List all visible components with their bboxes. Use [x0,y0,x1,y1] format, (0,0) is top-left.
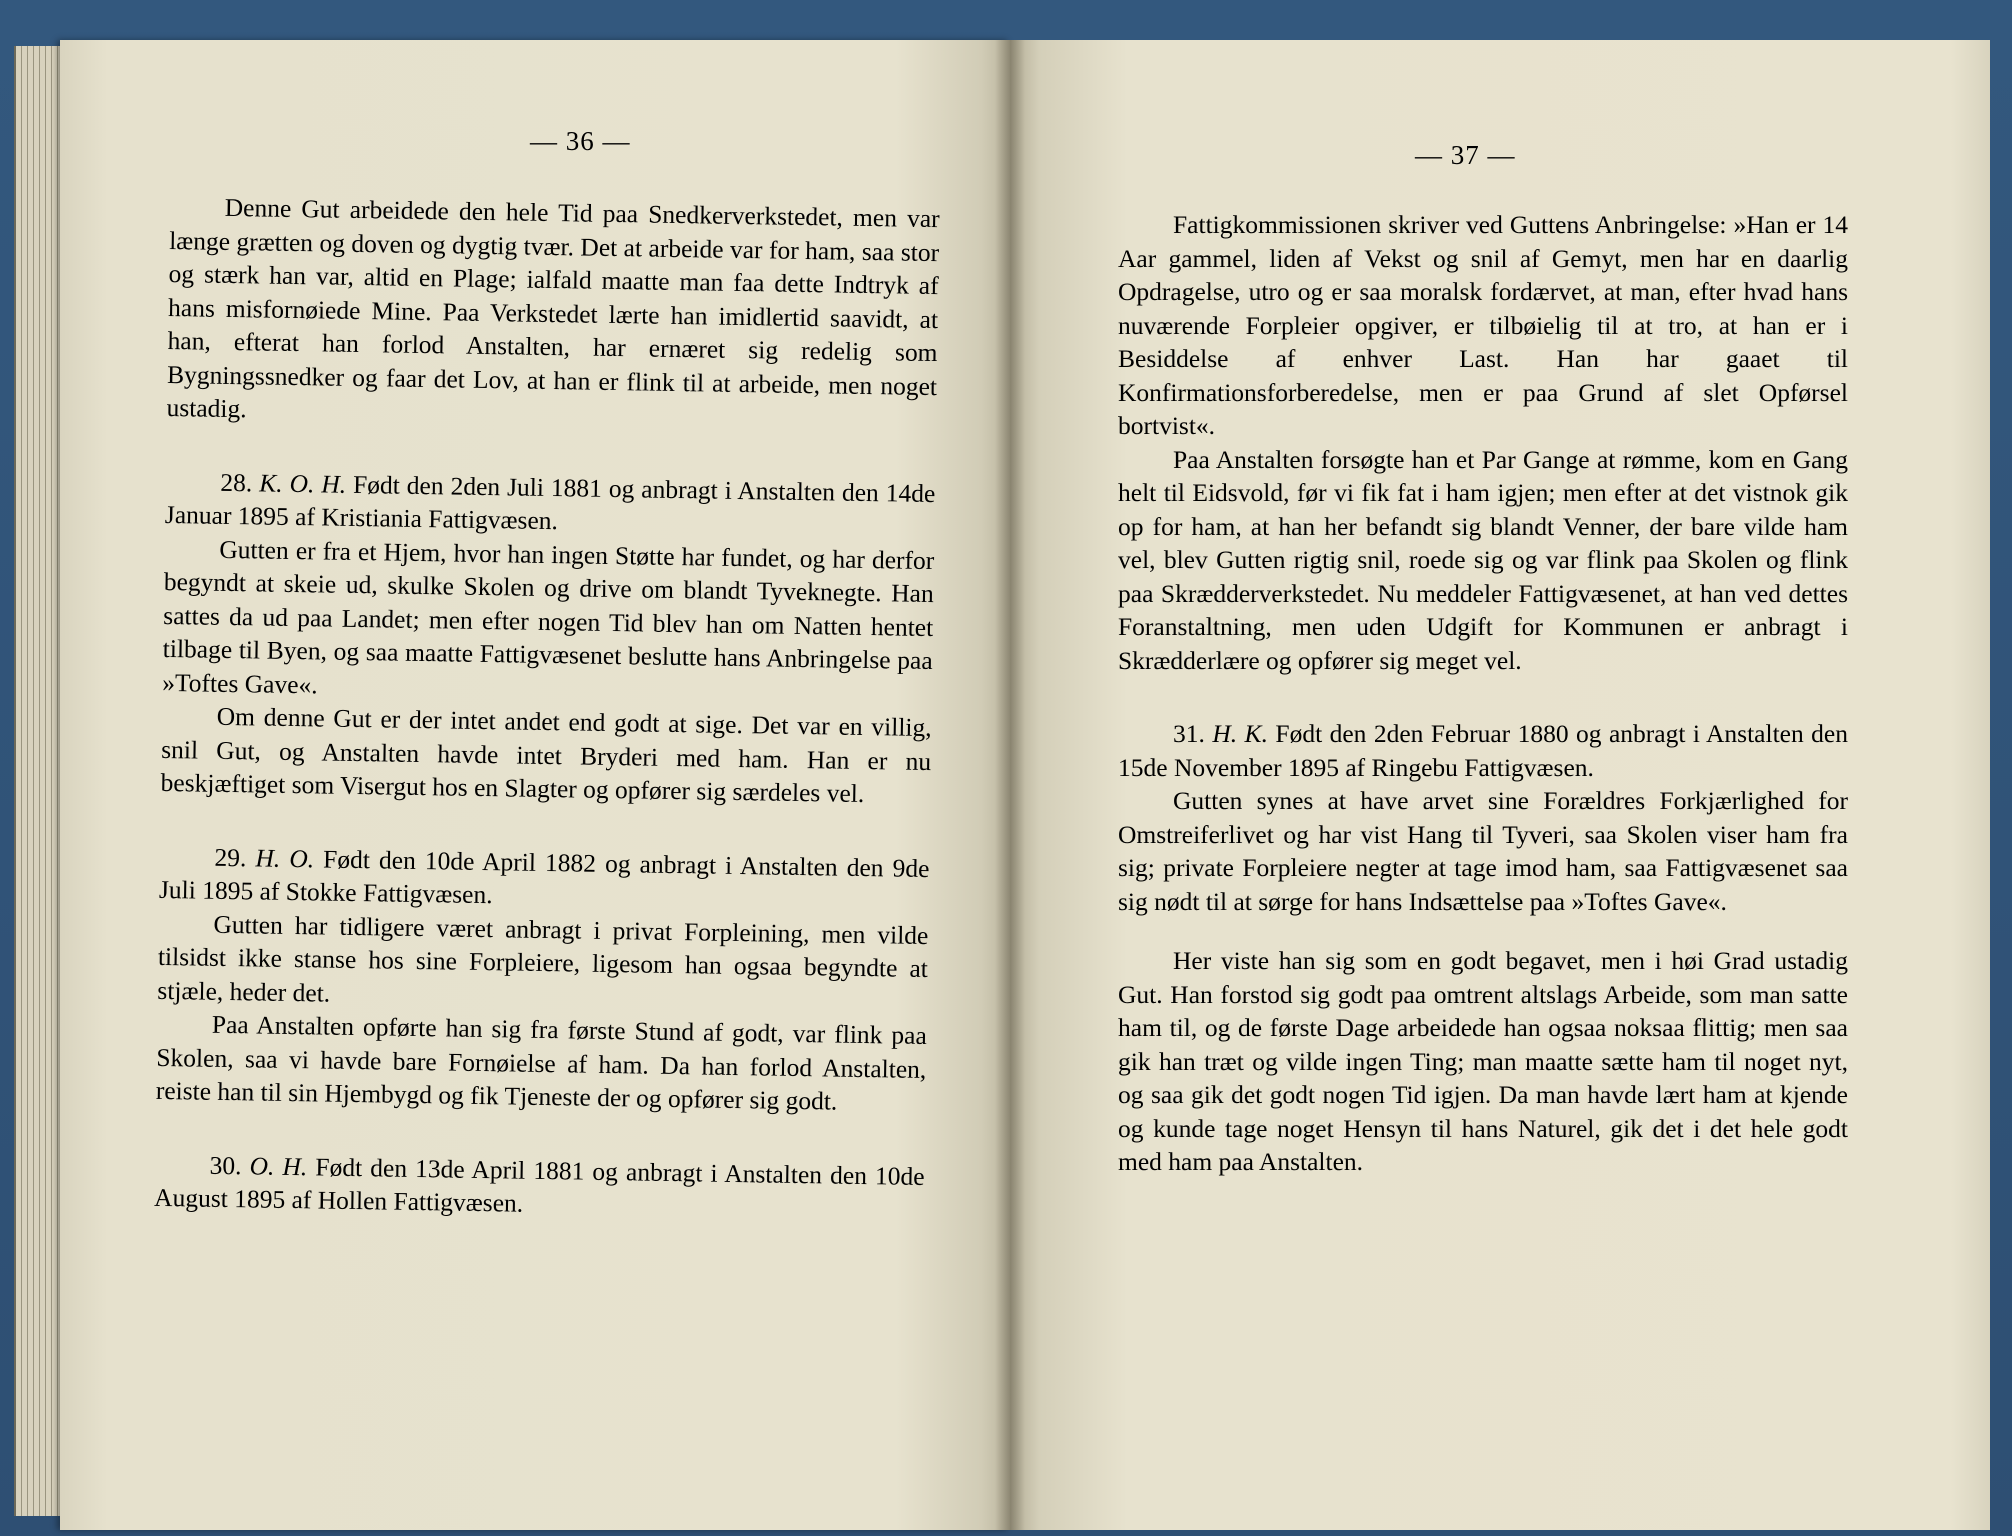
right-page-text [1118,208,1848,1179]
entry-28 [165,464,936,543]
entry-30 [154,1147,925,1226]
book-gutter [995,40,1025,1530]
paragraph: Paa Anstalten forsøgte han et Par Gange at rømme, kom en Gang helt til Eidsvold, før vi fik fat i ham igjen; men efter at det vistnok gik op for ham, at han her befandt sig blandt Venner, der bare vilde ham vel, blev Gutten rigtig snil, roede sig og var flink paa Skolen og flink paa Skrædderverkstedet. Nu meddeler Fattigvæsenet, at han ved dettes Foranstaltning, men uden Udgift for Kommunen er anbragt i Skrædderlære og opfører sig meget vel. [1118,444,1848,675]
left-page-text [154,190,940,1226]
entry-initials: O. H. [249,1150,308,1181]
entry-initials: H. K. [1212,719,1268,748]
entry-number: 29. [214,842,247,872]
right-page-number: — 37 — [1415,140,1516,170]
paragraph: Gutten har tidligere været anbragt i privat Forpleining, men vilde tilsidst ikke stanse hos sine Forpleiere, ligesom han ogsaa begyndte at stjæle, heder det. [157,909,929,1008]
open-book [10,20,1992,1525]
entry-29 [159,839,930,918]
entry-initials: H. O. [255,842,315,873]
paragraph: Paa Anstalten opførte han sig fra første Stund af godt, var flink paa Skolen, saa vi havde bare Fornøielse af ham. Da han forlod Anstalten, reiste han til sin Hjembygd og fik Tjeneste der og opfører sig godt. [155,1009,928,1116]
entry-text: Født den 2den Juli 1881 og anbragt i Anstalten den 14de Januar 1895 af Kristiania Fattigvæsen. [164,469,936,536]
entry-31 [1118,717,1848,784]
paragraph: Her viste han sig som en godt begavet, men i høi Grad ustadig Gut. Han forstod sig godt paa omtrent altslags Arbeide, som man satte ham til, og de første Dage arbeidede han ogsaa noksaa flittig; men saa gik han træt og vilde ingen Ting; man maatte sætte ham til noget nyt, og saa gik det godt nogen Tid igjen. Da man havde lært ham at kjende og kunde tage noget Hensyn til hans Naturel, gik det i det hele godt med ham paa Anstalten. [1118,946,1848,1176]
entry-number: 31. [1173,719,1205,748]
paragraph: Fattigkommissionen skriver ved Guttens Anbringelse: »Han er 14 Aar gammel, liden af Vekst og snil af Gemyt, men har en daarlig Opdragelse, utro og er saa moralsk fordærvet, at man, efter hvad hans nuværende Forpleier opgiver, er tilbøielig til at tro, at han er i Besiddelse af enhver Last. Han har gaaet til Konfirmationsforberedelse, men er paa Grund af slet Opførsel bortvist«. [1118,210,1848,440]
left-page-number: — 36 — [530,126,631,156]
entry-number: 30. [209,1150,242,1180]
entry-text: Født den 13de April 1881 og anbragt i Anstalten den 10de August 1895 af Hollen Fattigvæsen. [153,1151,925,1218]
entry-number: 28. [220,467,253,497]
paragraph: Gutten er fra et Hjem, hvor han ingen Støtte har fundet, og har derfor begyndt at skeie ud, skulke Skolen og drive om blandt Tyveknegte. Han sattes da ud paa Landet; men efter nogen Tid blev han om Natten hentet tilbage til Byen, og saa maatte Fattigvæsenet beslutte hans Anbringelse paa »Toftes Gave«. [162,534,935,699]
entry-text: Født den 2den Februar 1880 og anbragt i Anstalten den 15de November 1895 af Ringebu Fattigvæsen. [1118,719,1848,782]
entry-text: Født den 10de April 1882 og anbragt i Anstalten den 9de Juli 1895 af Stokke Fattigvæsen. [158,843,930,910]
paragraph: Om denne Gut er der intet andet end godt at sige. Det var en villig, snil Gut, og Anstalten havde intet Bryderi med ham. Han er nu beskjæftiget som Visergut hos en Slagter og opfører sig særdeles vel. [160,701,932,808]
paragraph: Denne Gut arbeidede den hele Tid paa Snedkerverkstedet, men var længe grætten og doven og dygtig tvær. Det at arbeide var for ham, saa stor og stærk han var, altid en Plage; ialfald maatte man faa dette Indtryk af hans misfornøiede Mine. Paa Verkstedet lærte han imidlertid saavidt, at han, efterat han forlod Anstalten, har ernæret sig redelig som Bygningssnedker og faar det Lov, at han er flink til at arbeide, men noget ustadig. [166,192,940,424]
paragraph: Gutten synes at have arvet sine Forældres Forkjærlighed for Omstreiferlivet og har vist Hang til Tyveri, saa Skolen viser ham fra sig; private Forpleiere negter at tage imod ham, saa Fattigvæsenet saa sig nødt til at sørge for hans Indsættelse paa »Toftes Gave«. [1118,786,1848,916]
entry-initials: K. O. H. [259,467,347,499]
